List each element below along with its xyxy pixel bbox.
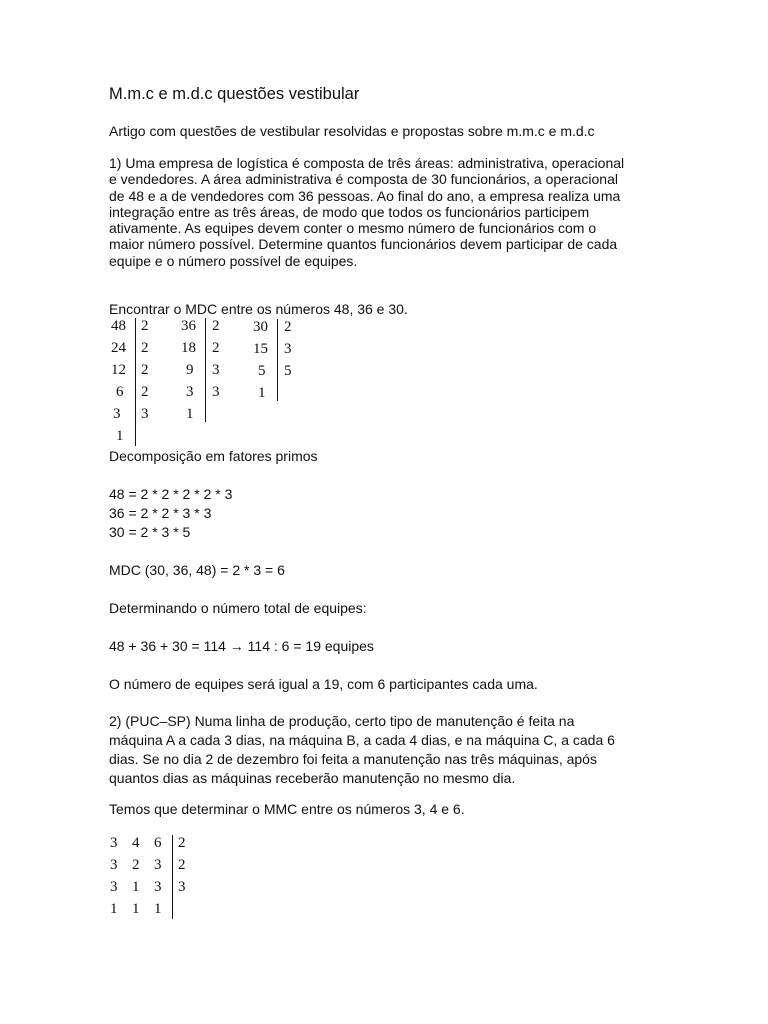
divisor: 3 (212, 384, 220, 400)
dividend: 48 (111, 318, 126, 334)
mmc-divisor: 2 (178, 857, 186, 873)
factor-line-30: 30 = 2 * 3 * 5 (109, 524, 191, 540)
text-line: 1) Uma empresa de logística é composta de três áreas: administrativa, operacional (109, 155, 625, 171)
dividend: 24 (111, 340, 126, 356)
divisor: 2 (141, 362, 149, 378)
mmc-number: 3 (154, 857, 162, 873)
dividend: 1 (258, 385, 266, 401)
mmc-number: 2 (132, 857, 140, 873)
mmc-number: 4 (132, 835, 140, 851)
dividend: 1 (116, 428, 124, 444)
question-2-text (109, 712, 615, 788)
mmc-intro: Temos que determinar o MMC entre os números 3, 4 e 6. (109, 801, 465, 817)
mmc-number: 3 (110, 835, 118, 851)
mdc-intro: Encontrar o MDC entre os números 48, 36 e 30. (109, 301, 408, 317)
text-line: e vendedores. A área administrativa é composta de 30 funcionários, a operacional (109, 171, 618, 188)
text-line: dias. Se no dia 2 de dezembro foi feita a manutenção nas três máquinas, após (109, 751, 597, 767)
division-bar (135, 318, 136, 446)
dividend: 5 (258, 363, 266, 379)
mmc-divisor: 3 (178, 879, 186, 895)
mmc-number: 1 (132, 901, 140, 917)
text-line: de 48 e a de vendedores com 36 pessoas. Ao final do ano, a empresa realiza uma (109, 187, 621, 204)
mdc-result: MDC (30, 36, 48) = 2 * 3 = 6 (109, 562, 285, 578)
mmc-number: 1 (132, 879, 140, 895)
conclusion-text: O número de equipes será igual a 19, com 6 participantes cada uma. (109, 676, 538, 692)
text-line: máquina A a cada 3 dias, na máquina B, a cada 4 dias, e na máquina C, a cada 6 (109, 732, 615, 748)
division-bar (205, 318, 206, 422)
dividend: 15 (253, 341, 268, 357)
dividend: 6 (116, 384, 124, 400)
division-bar (277, 319, 278, 401)
page-title: M.m.c e m.d.c questões vestibular (109, 85, 360, 103)
text-line: maior número possível. Determine quantos funcionários devem participar de cada (109, 236, 618, 253)
dividend: 1 (186, 406, 194, 422)
factor-line-48: 48 = 2 * 2 * 2 * 2 * 3 (109, 486, 233, 502)
text-line: ativamente. As equipes devem conter o mesmo número de funcionários com o (109, 220, 597, 237)
mmc-number: 3 (110, 857, 118, 873)
divisor: 2 (212, 340, 220, 356)
factor-line-36: 36 = 2 * 2 * 3 * 3 (109, 505, 212, 521)
divisor: 3 (212, 362, 220, 378)
total-heading: Determinando o número total de equipes: (109, 600, 367, 616)
intro-text: Artigo com questões de vestibular resolvidas e propostas sobre m.m.c e m.d.c (109, 123, 595, 139)
dividend: 30 (253, 319, 268, 335)
divisor: 2 (141, 384, 149, 400)
text-line: equipe e o número possível de equipes. (109, 252, 358, 269)
divisor: 2 (212, 318, 220, 334)
dividend: 18 (181, 340, 196, 356)
divisor: 3 (141, 406, 149, 422)
text-line: quantos dias as máquinas receberão manutenção no mesmo dia. (109, 770, 516, 786)
divisor: 2 (284, 319, 292, 335)
dividend: 3 (113, 406, 121, 422)
divisor: 2 (141, 318, 149, 334)
dividend: 12 (111, 362, 126, 378)
division-bar (172, 835, 173, 919)
divisor: 5 (284, 363, 292, 379)
text-line: integração entre as três áreas, de modo que todos os funcionários participem (109, 203, 590, 220)
mmc-number: 1 (110, 901, 118, 917)
mmc-number: 3 (110, 879, 118, 895)
dividend: 3 (186, 384, 194, 400)
mmc-number: 3 (154, 879, 162, 895)
divisor: 3 (284, 341, 292, 357)
total-calculation: 48 + 36 + 30 = 114 → 114 : 6 = 19 equipes (109, 638, 374, 654)
mmc-number: 6 (154, 835, 162, 851)
text-line: 2) (PUC–SP) Numa linha de produção, certo tipo de manutenção é feita na (109, 713, 575, 729)
dividend: 36 (181, 318, 196, 334)
dividend: 9 (186, 362, 194, 378)
decomposition-heading: Decomposição em fatores primos (109, 448, 318, 464)
divisor: 2 (141, 340, 149, 356)
question-1-text (109, 155, 624, 269)
mmc-number: 1 (154, 901, 162, 917)
mmc-divisor: 2 (178, 835, 186, 851)
